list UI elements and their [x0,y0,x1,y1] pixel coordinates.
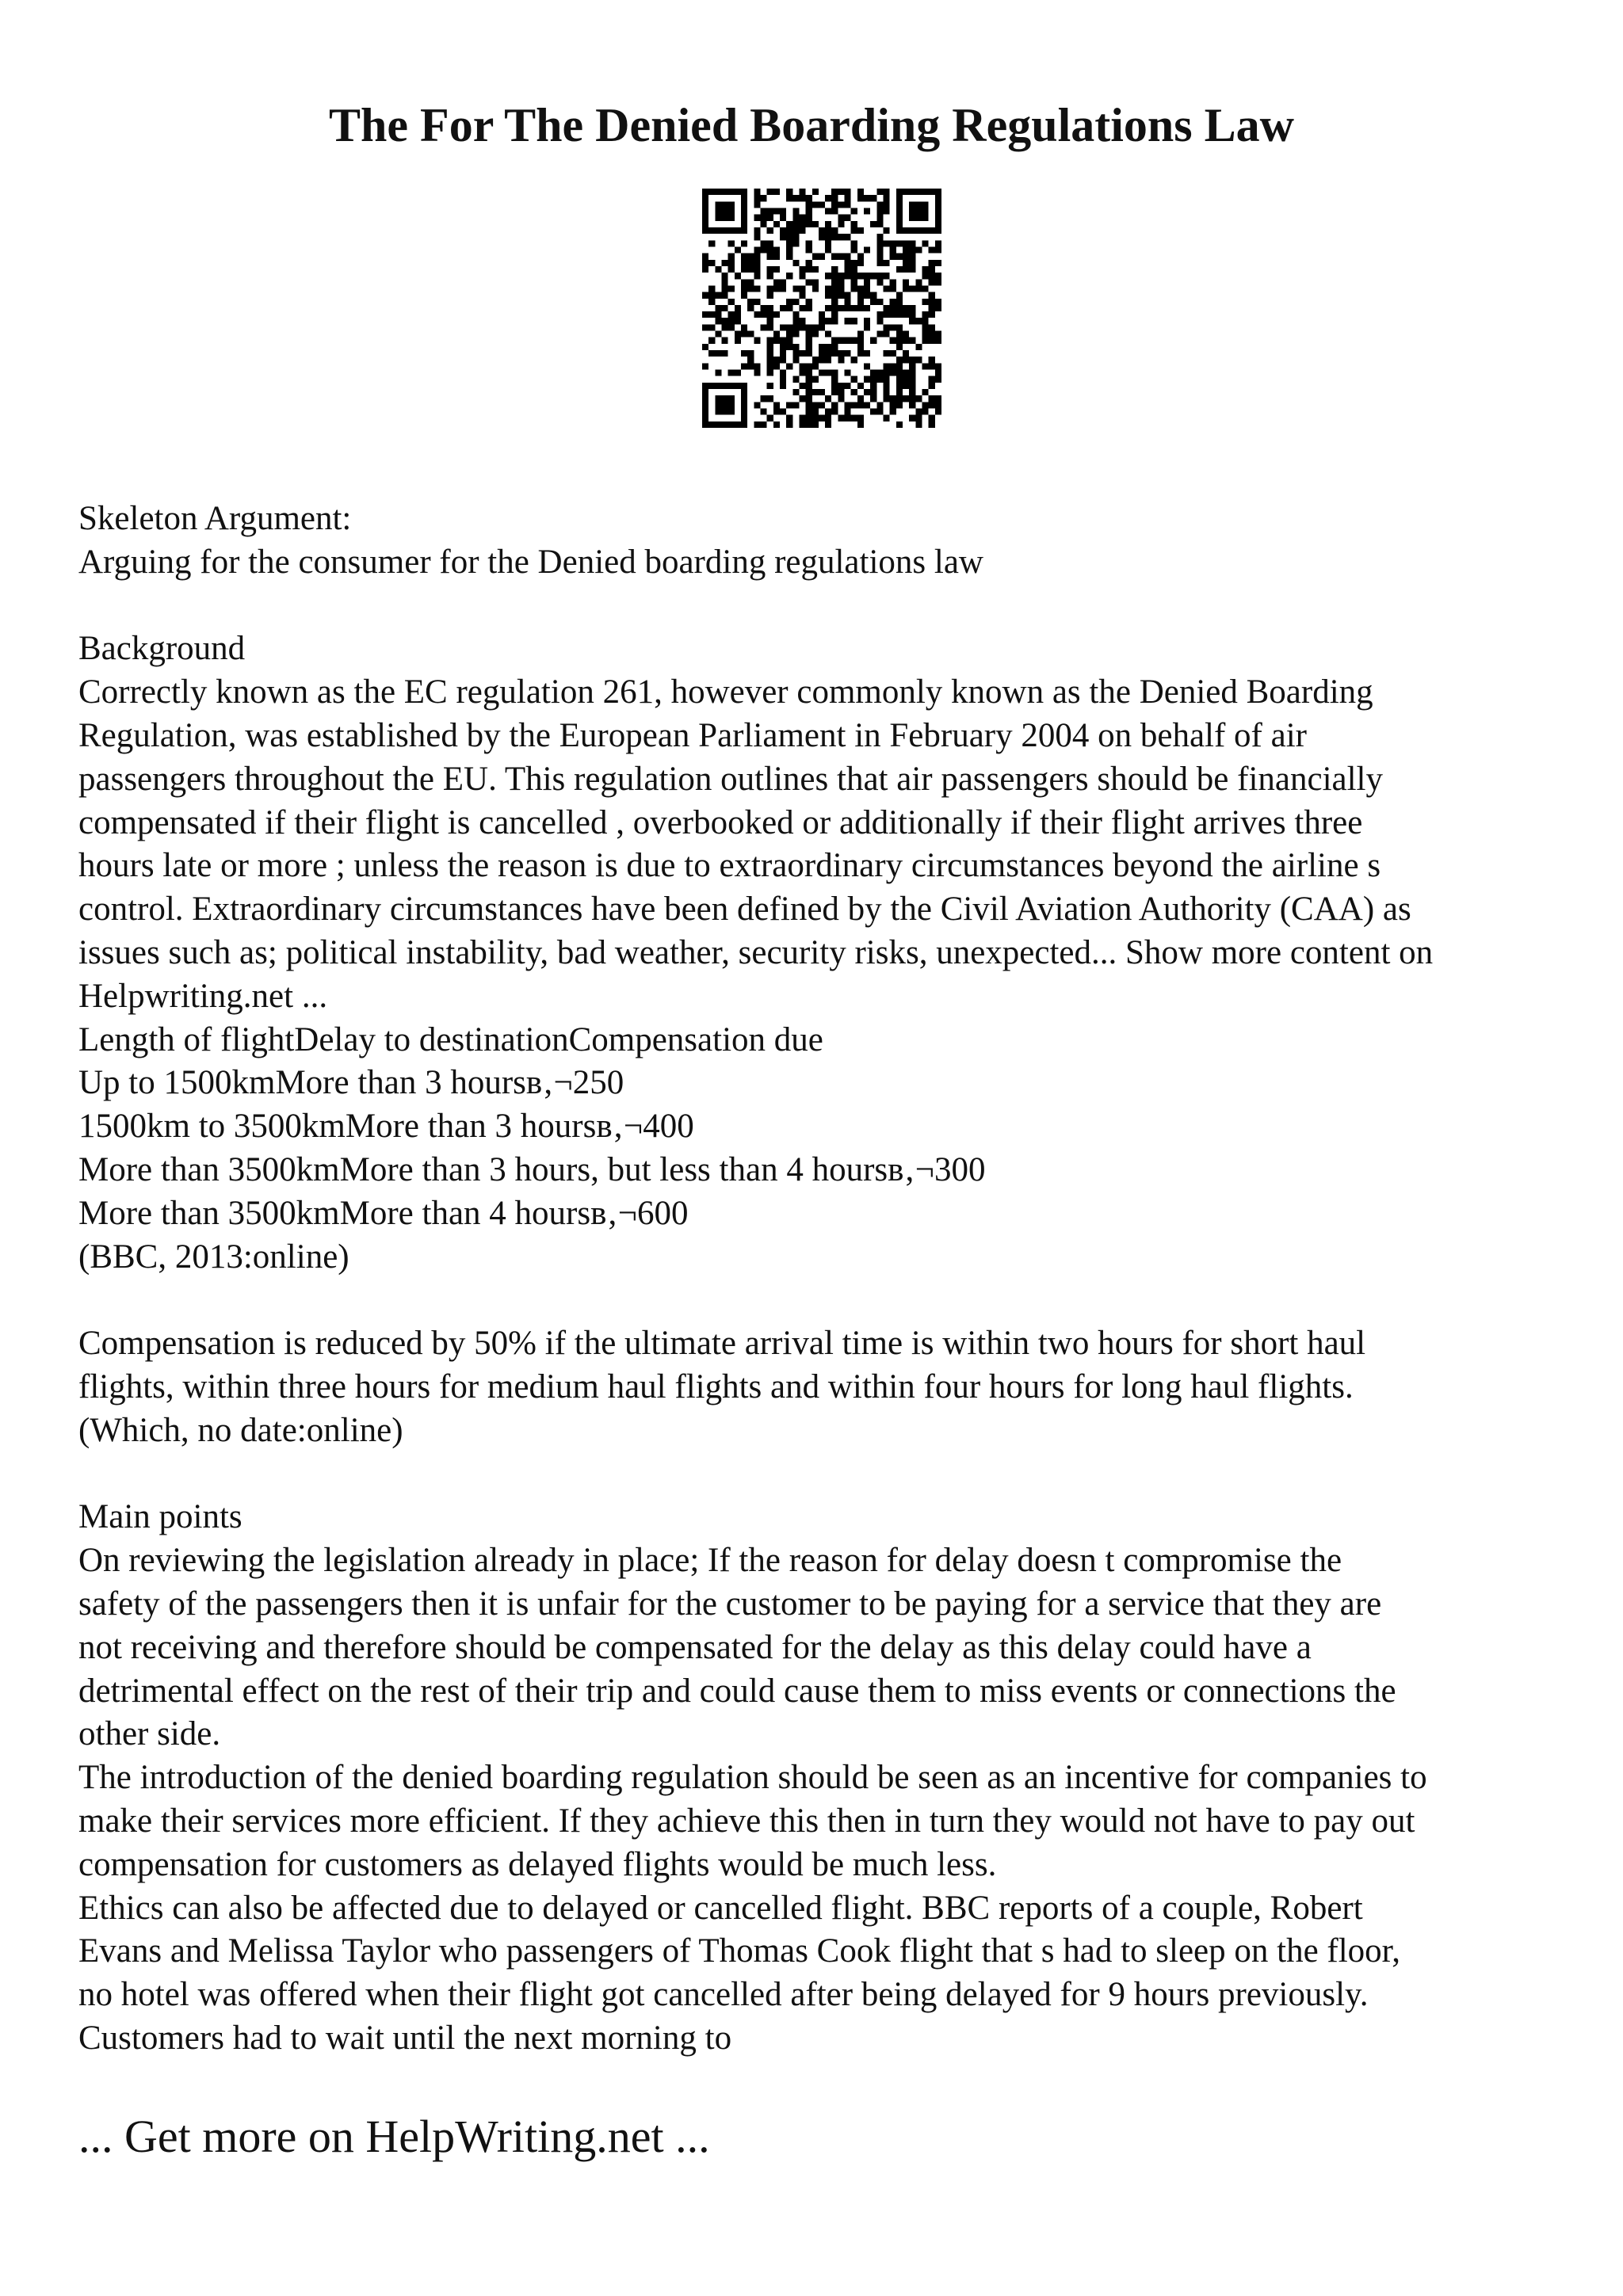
main-points-line: compensation for customers as delayed flights would be much less. [78,1845,997,1883]
main-points-line: make their services more efficient. If they achieve this then in turn they would not have to pay out [78,1802,1415,1840]
table-row: 1500km to 3500kmMore than 3 hoursв‚¬400 [78,1108,694,1146]
background-heading: Background [78,630,246,668]
intro-line: Arguing for the consumer for the Denied boarding regulations law [78,543,983,581]
qr-code-icon [702,189,941,428]
background-line: Correctly known as the EC regulation 261, however commonly known as the Denied Boarding [78,673,1373,711]
background-line: Regulation, was established by the European Parliament in February 2004 on behalf of air [78,716,1307,754]
document-title: The For The Denied Boarding Regulations Law [329,99,1294,151]
background-line: compensated if their flight is cancelled , overbooked or additionally if their flight arrives three [78,803,1363,841]
main-points-line: The introduction of the denied boarding regulation should be seen as an incentive for companies to [78,1759,1427,1797]
main-points-line: safety of the passengers then it is unfair for the customer to be paying for a service that they are [78,1585,1382,1623]
background-line: passengers throughout the EU. This regulation outlines that air passengers should be financially [78,760,1383,798]
main-points-heading: Main points [78,1498,242,1536]
main-points-line: no hotel was offered when their flight got cancelled after being delayed for 9 hours previously. [78,1976,1369,2014]
main-points-line: detrimental effect on the rest of their trip and could cause them to miss events or connections the [78,1672,1396,1710]
compensation-line: Compensation is reduced by 50% if the ultimate arrival time is within two hours for short haul [78,1325,1366,1363]
document-body [78,498,1568,2061]
intro-heading: Skeleton Argument: [78,500,352,537]
background-line: Helpwriting.net ... [78,977,328,1015]
main-points-line: not receiving and therefore should be compensated for the delay as this delay could have a [78,1628,1312,1666]
main-points-line: On reviewing the legislation already in place; If the reason for delay doesn t compromise the [78,1542,1342,1580]
compensation-citation: (Which, no date:online) [78,1411,403,1449]
background-line: issues such as; political instability, bad weather, security risks, unexpected... Show more content on [78,933,1434,971]
background-line: control. Extraordinary circumstances have been defined by the Civil Aviation Authority (CAA) as [78,891,1411,929]
background-line: hours late or more ; unless the reason is due to extraordinary circumstances beyond the airline s [78,847,1381,885]
main-points-line: other side. [78,1715,221,1753]
table-citation: (BBC, 2013:online) [78,1238,349,1276]
get-more-link[interactable]: ... Get more on HelpWriting.net ... [78,2111,710,2162]
main-points-line: Evans and Melissa Taylor who passengers of Thomas Cook flight that s had to sleep on the floor, [78,1932,1401,1970]
table-row: More than 3500kmMore than 4 hoursв‚¬600 [78,1194,689,1232]
main-points-line: Ethics can also be affected due to delayed or cancelled flight. BBC reports of a couple, Robert [78,1889,1363,1927]
table-header: Length of flightDelay to destinationCompensation due [78,1020,823,1058]
compensation-line: flights, within three hours for medium haul flights and within four hours for long haul flights. [78,1367,1354,1405]
table-row: Up to 1500kmMore than 3 hoursв‚¬250 [78,1064,624,1102]
main-points-line: Customers had to wait until the next morning to [78,2019,732,2057]
table-row: More than 3500kmMore than 3 hours, but less than 4 hoursв‚¬300 [78,1150,986,1188]
